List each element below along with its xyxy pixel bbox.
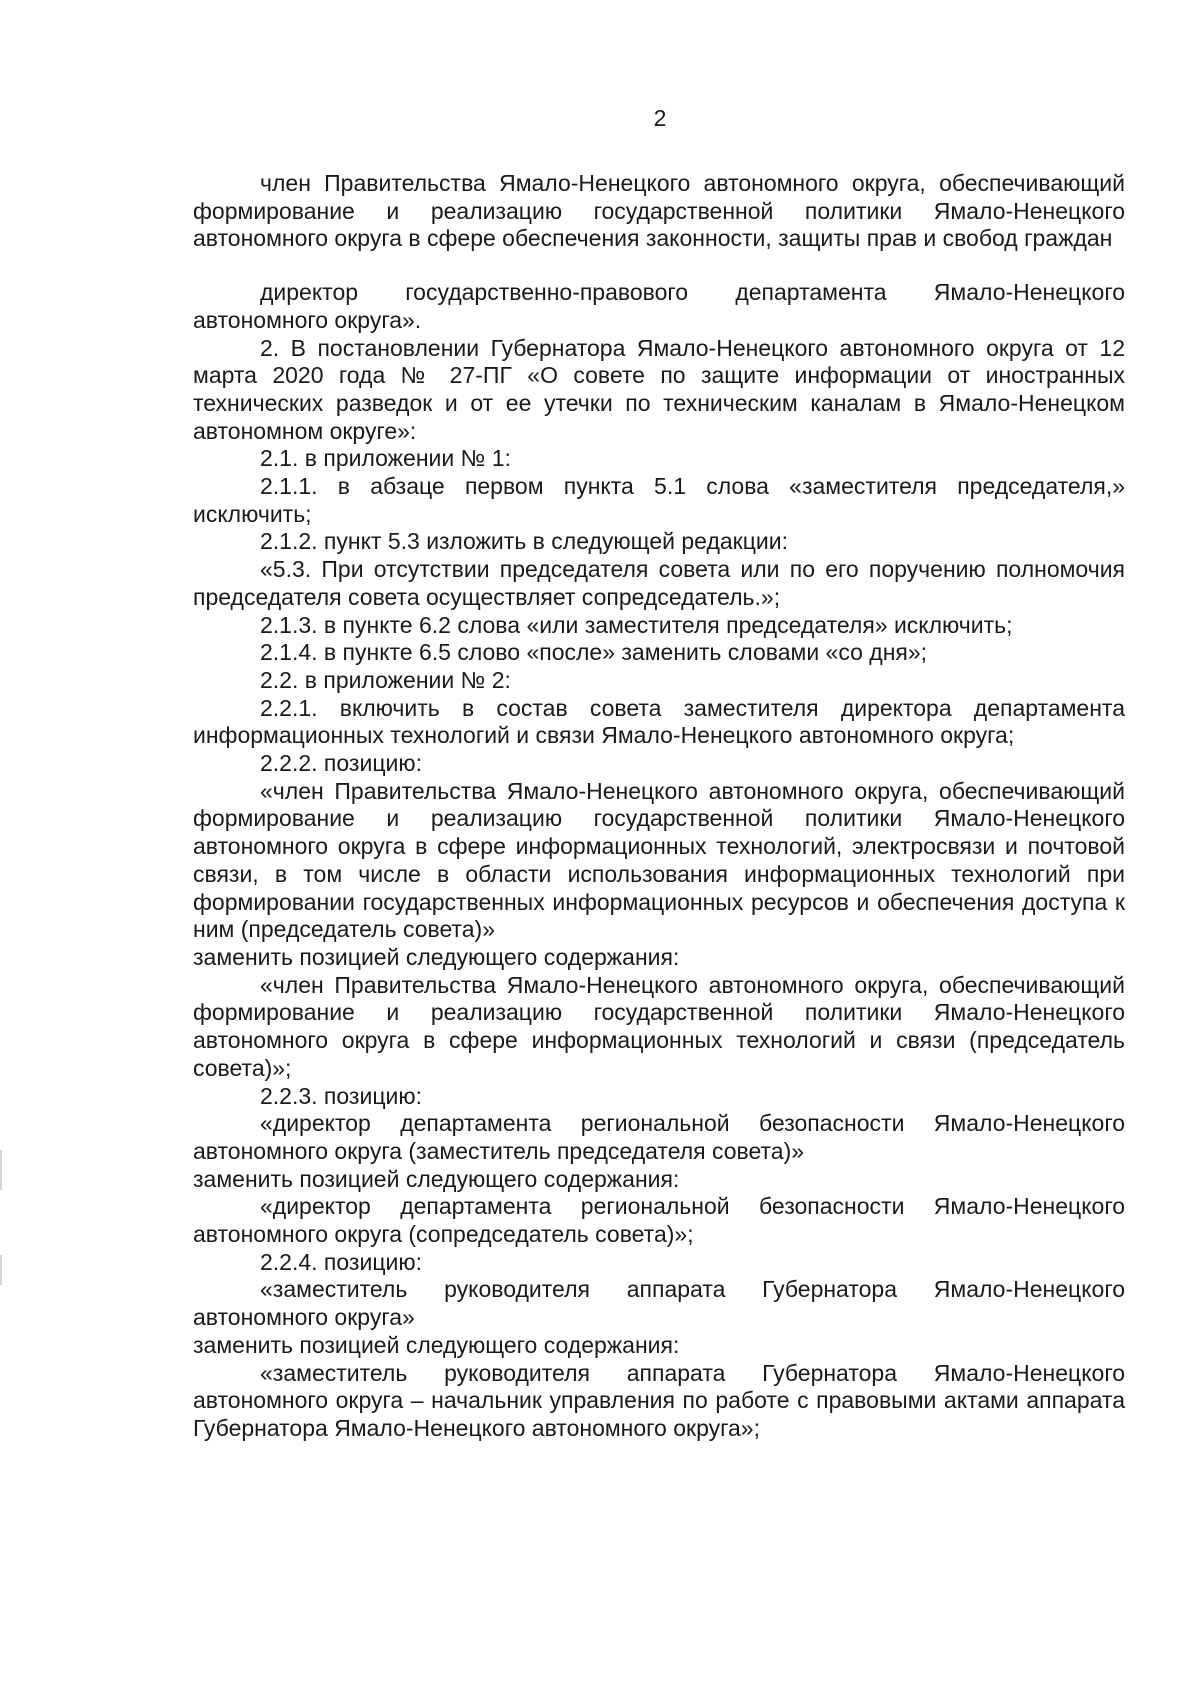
paragraph: 2.1.3. в пункте 6.2 слова «или заместителя председателя» исключить;: [260, 611, 1013, 638]
paragraph: «член Правительства Ямало-Ненецкого автономного округа, обеспечивающий формирование и реализацию государственной политики Ямало-Ненецкого автономного округа в сфере информационных технологий, электросвязи и почтовой связи, в том числе в области использования информационных технологий при формировании государственных информационных ресурсов и обеспечения доступа к ним (председатель совета)»: [193, 777, 1125, 943]
paragraph: «член Правительства Ямало-Ненецкого автономного округа, обеспечивающий формирование и реализацию государственной политики Ямало-Ненецкого автономного округа в сфере информационных технологий и связи (председатель совета)»;: [193, 971, 1125, 1081]
paragraph: 2.1. в приложении № 1:: [260, 445, 511, 472]
paragraph-gap: [193, 253, 1125, 279]
paragraph: директор государственно-правового департамента Ямало-Ненецкого автономного округа».: [193, 279, 1125, 333]
paragraph: член Правительства Ямало-Ненецкого автономного округа, обеспечивающий формирование и реализацию государственной политики Ямало-Ненецкого автономного округа в сфере обеспечения законности, защиты прав и свобод граждан: [193, 170, 1125, 252]
scan-edge-mark: [0, 1255, 2, 1285]
paragraph: 2.2. в приложении № 2:: [260, 666, 511, 693]
paragraph: заменить позицией следующего содержания:: [193, 943, 680, 970]
paragraph: заменить позицией следующего содержания:: [193, 1165, 680, 1192]
paragraph: «директор департамента региональной безопасности Ямало-Ненецкого автономного округа (заместитель председателя совета)»: [193, 1110, 1125, 1164]
paragraph: 2.2.3. позицию:: [260, 1082, 422, 1109]
paragraph: заменить позицией следующего содержания:: [193, 1331, 680, 1358]
paragraph: 2.1.2. пункт 5.3 изложить в следующей редакции:: [260, 528, 788, 555]
paragraph: 2.2.4. позицию:: [260, 1248, 422, 1275]
paragraph: «5.3. При отсутствии председателя совета или по его поручению полномочия председателя совета осуществляет сопредседатель.»;: [193, 556, 1125, 610]
paragraph: 2.2.2. позицию:: [260, 750, 422, 777]
paragraph: 2.1.4. в пункте 6.5 слово «после» заменить словами «со дня»;: [260, 639, 928, 666]
paragraph: 2.2.1. включить в состав совета заместителя директора департамента информационных технологий и связи Ямало-Ненецкого автономного округа;: [193, 694, 1125, 749]
paragraph: «заместитель руководителя аппарата Губернатора Ямало-Ненецкого автономного округа – начальник управления по работе с правовыми актами аппарата Губернатора Ямало-Ненецкого автономного округа»;: [193, 1359, 1125, 1441]
document-body: [193, 170, 1125, 1443]
paragraph: «заместитель руководителя аппарата Губернатора Ямало-Ненецкого автономного округа»: [193, 1276, 1125, 1331]
paragraph: 2. В постановлении Губернатора Ямало-Ненецкого автономного округа от 12 марта 2020 года № 27-ПГ «О совете по защите информации от иностранных технических разведок и от ее утечки по техническим каналам в Ямало-Ненецком автономном округе»:: [193, 334, 1125, 444]
scan-edge-mark: [0, 1150, 2, 1190]
paragraph: 2.1.1. в абзаце первом пункта 5.1 слова «заместителя председателя,» исключить;: [193, 473, 1125, 527]
page-number: 2: [653, 105, 667, 131]
paragraph: «директор департамента региональной безопасности Ямало-Ненецкого автономного округа (сопредседатель совета)»;: [193, 1193, 1125, 1248]
